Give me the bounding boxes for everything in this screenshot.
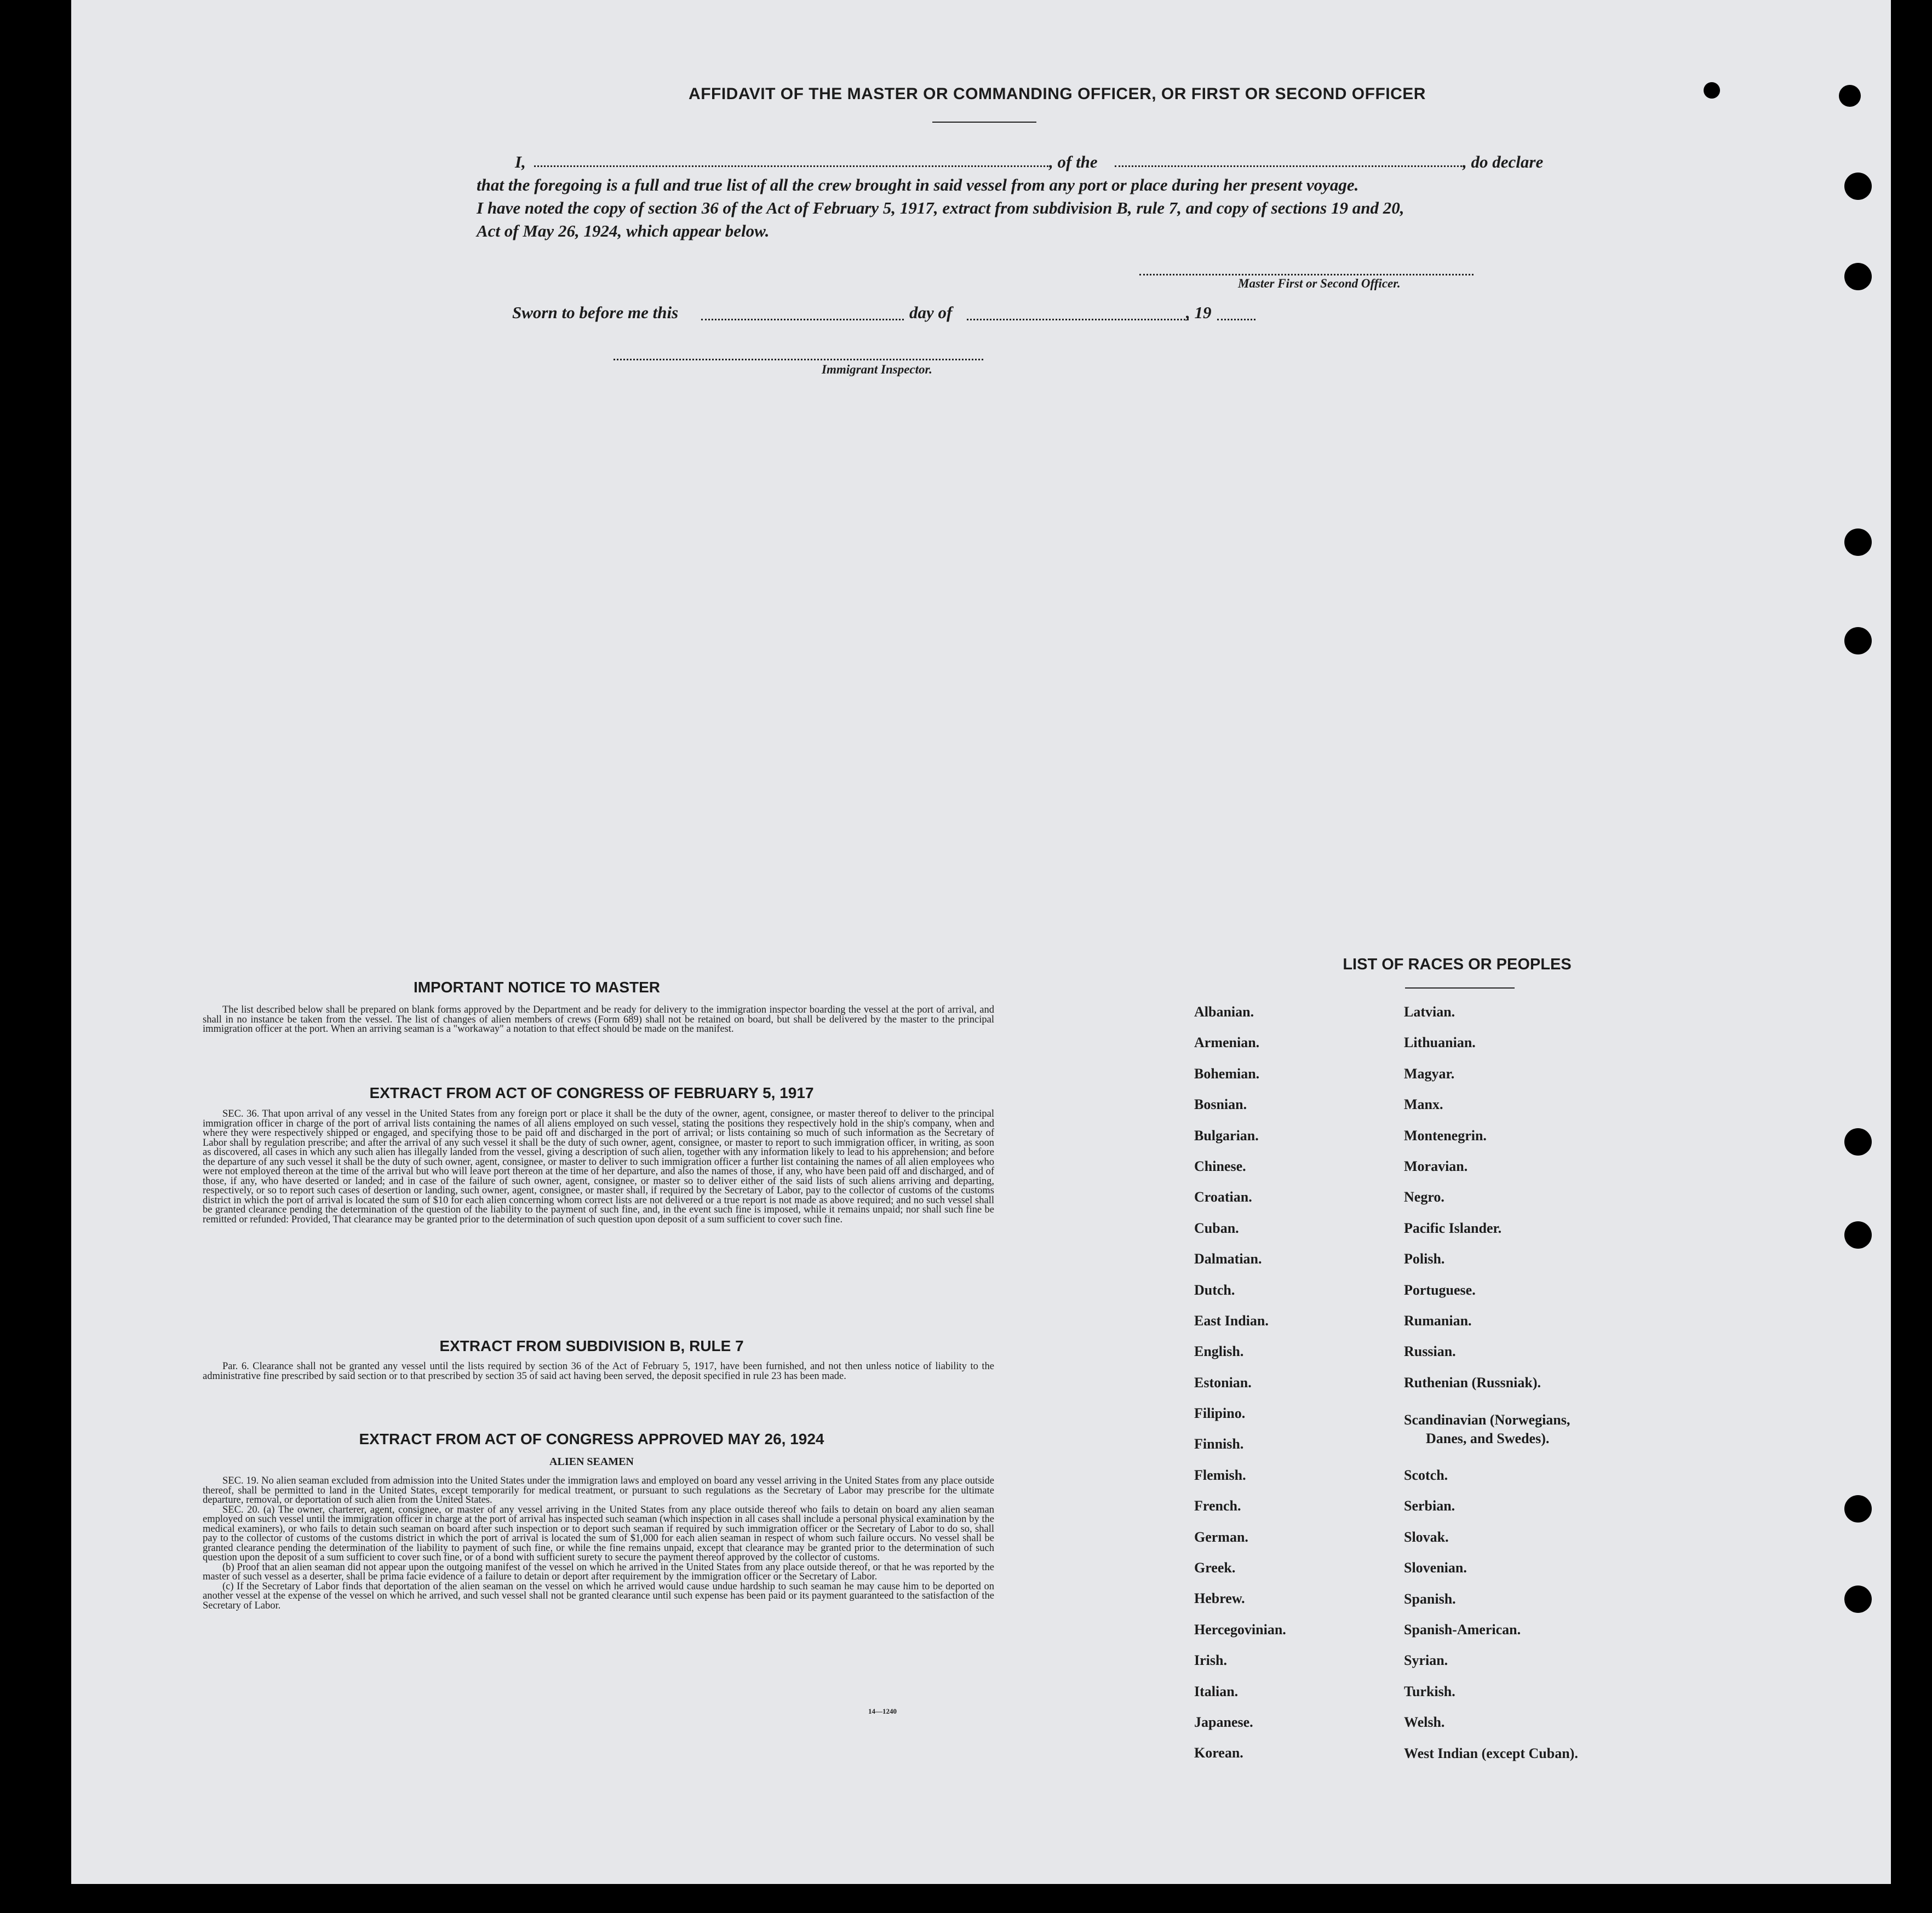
race-item: Magyar. <box>1404 1065 1455 1082</box>
race-item: Korean. <box>1194 1745 1243 1761</box>
section-19-paragraph: SEC. 19. No alien seaman excluded from admission into the United States under the immigration laws and employed on board any vessel arriving in the United States from any place outside thereof, shall be permitted to land in the United States, except temporarily for medical treatment, or pursuant to such regulations as the Secretary of Labor may prescribe for the ultimate departure, removal, or deportation of such alien from the United States. <box>203 1475 994 1506</box>
binder-hole <box>1844 1221 1872 1249</box>
subdivision-title: EXTRACT FROM SUBDIVISION B, RULE 7 <box>439 1337 744 1354</box>
race-item: German. <box>1194 1529 1248 1545</box>
races-divider <box>1405 987 1515 989</box>
binder-hole <box>1839 85 1861 107</box>
binder-hole <box>1704 82 1720 99</box>
race-item: Spanish. <box>1404 1590 1456 1607</box>
race-item: Greek. <box>1194 1560 1236 1576</box>
section-20c-paragraph: (c) If the Secretary of Labor finds that deportation of the alien seaman on the vessel on which he arrived would cause undue hardship to such seaman he may cause him to be deported on another vessel at the expense of the vessel on which he arrived, and such vessel shall not be granted clearance until such expense has been paid or its payment guaranteed to the satisfaction of the Secretary of Labor. <box>203 1581 994 1611</box>
notice-text <box>203 1006 994 1035</box>
race-item: Slovenian. <box>1404 1560 1467 1576</box>
vessel-name-field[interactable] <box>1115 165 1465 167</box>
race-item: Chinese. <box>1194 1158 1246 1174</box>
races-title: LIST OF RACES OR PEOPLES <box>1343 956 1572 973</box>
sworn-year-field[interactable] <box>1217 319 1255 320</box>
race-item: Bulgarian. <box>1194 1127 1259 1144</box>
race-item: East Indian. <box>1194 1312 1269 1329</box>
extract-1917-text <box>203 1110 994 1225</box>
race-item: Danes, and Swedes). <box>1426 1431 1550 1447</box>
affidavit-line1-i: I, <box>515 152 526 171</box>
race-item: Armenian. <box>1194 1035 1260 1051</box>
form-number: 14—1240 <box>868 1707 897 1715</box>
sworn-label: Sworn to before me this <box>512 303 679 322</box>
race-item: Moravian. <box>1404 1158 1468 1174</box>
affidavit-line1-declare: , do declare <box>1463 152 1544 171</box>
race-item: Spanish-American. <box>1404 1622 1521 1638</box>
sworn-day-field[interactable] <box>701 319 904 320</box>
race-item: English. <box>1194 1343 1244 1360</box>
race-item: Hercegovinian. <box>1194 1621 1286 1638</box>
race-item: Italian. <box>1194 1683 1239 1699</box>
race-item: Hebrew. <box>1194 1590 1245 1607</box>
par-6-paragraph: Par. 6. Clearance shall not be granted any vessel until the lists required by section 36 of the Act of February 5, 1917, have been furnished, and not then unless notice of liability to the administrative fine prescribed by said section or to that prescribed by section 35 of said act having been served, the deposit specified in rule 23 has been made. <box>203 1361 994 1382</box>
race-item: Bosnian. <box>1194 1096 1247 1113</box>
race-item: Dutch. <box>1194 1282 1235 1298</box>
master-signature-field[interactable] <box>1139 274 1474 275</box>
race-item: Dalmatian. <box>1194 1251 1262 1267</box>
race-item: Manx. <box>1404 1096 1443 1113</box>
binder-hole <box>1844 528 1872 556</box>
race-item: Russian. <box>1404 1343 1456 1360</box>
race-item: Polish. <box>1404 1251 1445 1267</box>
extract-1917-title: EXTRACT FROM ACT OF CONGRESS OF FEBRUARY 5, 1917 <box>369 1084 814 1101</box>
alien-seamen-subtitle: ALIEN SEAMEN <box>549 1456 634 1468</box>
race-item: West Indian (except Cuban). <box>1404 1745 1578 1761</box>
binder-hole <box>1844 263 1872 290</box>
race-item: Montenegrin. <box>1404 1127 1487 1144</box>
race-item: Scotch. <box>1404 1467 1448 1484</box>
notice-paragraph: The list described below shall be prepared on blank forms approved by the Department and be ready for delivery to the immigration inspector boarding the vessel at the port of arrival, and shall in no instance be taken from the vessel. The list of changes of alien members of crews (Form 689) shall not be retained on board, but shall be delivered by the master to the principal immigration officer at the port. When an arriving seaman is a "workaway" a notation to that effect should be made on the manifest. <box>203 1004 994 1035</box>
sworn-month-field[interactable] <box>967 319 1189 320</box>
race-item: Bohemian. <box>1194 1065 1260 1082</box>
race-item: Welsh. <box>1404 1714 1445 1731</box>
title-divider <box>932 122 1036 123</box>
race-item: Lithuanian. <box>1404 1035 1476 1051</box>
day-of-label: day of <box>909 303 953 322</box>
race-item: Japanese. <box>1194 1714 1253 1730</box>
affidavit-line3: I have noted the copy of section 36 of the Act of February 5, 1917, extract from subdivision B, rule 7, and copy of sections 19 and 20, <box>477 198 1404 217</box>
race-item: Slovak. <box>1404 1529 1449 1545</box>
race-item: Latvian. <box>1404 1004 1455 1020</box>
section-36-paragraph: SEC. 36. That upon arrival of any vessel in the United States from any foreign port or place it shall be the duty of the owner, agent, consignee, or master thereof to deliver to the principal immigration officer in charge of the port of arrival lists containing the names of all aliens employed on such vessel, stating the positions they respectively hold in the ship's company, when and where they were respectively shipped or engaged, and specifying those to be paid off and discharged in the port of arrival; or lists containing so much of such information as the Secretary of Labor shall by regulation prescribe; and after the arrival of any such vessel it shall be the duty of such owner, agent, consignee, or master to report to such immigration officer, in writing, as soon as discovered, all cases in which any such alien has illegally landed from the vessel, giving a description of such alien, together with any information likely to lead to his apprehension; and before the departure of any such vessel it shall be the duty of such owner, agent, consignee, or master to deliver to such immigration officer a further list containing the names of all alien employees who were not employed thereon at the time of the arrival but who will leave port thereon at the time of her departure, and also the names of those, if any, who have been paid off and discharged, and of those, if any, who have deserted or landed; and in case of the failure of such owner, agent, consignee, or master so to deliver either of the said lists of such aliens arriving and departing, respectively, or so to report such cases of desertion or landing, such owner, agent, consignee, or master shall, if required by the Secretary of Labor, pay to the collector of customs of the customs district in which the port of arrival is located the sum of $10 for each alien concerning whom correct lists are not delivered or a true report is not made as above required; and no such vessel shall be granted clearance pending the determination of the question of the liability to the payment of such fine, and, in the event such fine is imposed, while it remains unpaid; nor shall such fine be remitted or refunded: Provided, That clearance may be granted prior to the determination of such question upon deposit of a sum sufficient to cover such fine. <box>203 1108 994 1225</box>
affidavit-line4: Act of May 26, 1924, which appear below. <box>477 221 770 240</box>
race-item: Rumanian. <box>1404 1312 1472 1329</box>
binder-hole <box>1844 1585 1872 1613</box>
master-signature-label: Master First or Second Officer. <box>1238 277 1401 290</box>
extract-1924-text <box>203 1477 994 1611</box>
binder-hole <box>1844 627 1872 654</box>
race-item: Turkish. <box>1404 1683 1455 1699</box>
section-20a-paragraph: SEC. 20. (a) The owner, charterer, agent, consignee, or master of any vessel arriving in the United States from any place outside thereof who fails to detain on board any alien seaman employed on such vessel until the immigration officer in charge at the port of arrival has inspected such seaman (which inspection in all cases shall include a personal physical examination by the medical examiners), or who fails to detain such seaman on board after such inspection or to deport such seaman if required by such immigration officer or the Secretary of Labor to do so, shall pay to the collector of customs of the customs district in which the port of arrival is located the sum of $1,000 for each alien seaman in respect of whom such failure occurs. No vessel shall be granted clearance pending the determination of the liability to payment of such fine, or while the fine remains unpaid, except that clearance may be granted prior to the determination of such question upon the deposit of a sum sufficient to cover such fine, or of a bond with sufficient surety to secure the payment thereof approved by the collector of customs. <box>203 1504 994 1563</box>
race-item: Croatian. <box>1194 1189 1252 1205</box>
race-item: Negro. <box>1404 1189 1444 1205</box>
notice-title: IMPORTANT NOTICE TO MASTER <box>413 979 661 996</box>
race-item: Irish. <box>1194 1652 1227 1669</box>
year-prefix-label: , 19 <box>1186 303 1212 322</box>
race-item: Flemish. <box>1194 1467 1246 1483</box>
subdivision-text <box>203 1362 994 1381</box>
race-item: French. <box>1194 1498 1241 1514</box>
affidavit-line1-of: , of the <box>1049 152 1098 171</box>
inspector-label: Immigrant Inspector. <box>822 363 932 376</box>
race-item: Syrian. <box>1404 1652 1448 1669</box>
affidavit-title: AFFIDAVIT OF THE MASTER OR COMMANDING OFFICER, OR FIRST OR SECOND OFFICER <box>689 85 1426 103</box>
race-item: Cuban. <box>1194 1220 1239 1236</box>
race-item: Portuguese. <box>1404 1282 1476 1298</box>
race-item: Pacific Islander. <box>1404 1220 1502 1236</box>
section-20b-paragraph: (b) Proof that an alien seaman did not appear upon the outgoing manifest of the vessel on which he arrived in the United States from any place outside thereof, or that he was reported by the master of such vessel as a deserter, shall be prima facie evidence of a failure to detain or deport after requirement by the immigration officer or the Secretary of Labor. <box>203 1561 994 1582</box>
race-item: Ruthenian (Russniak). <box>1404 1374 1541 1391</box>
race-item: Finnish. <box>1194 1436 1244 1452</box>
races-left-column <box>1194 1004 1286 1776</box>
race-item: Scandinavian (Norwegians, <box>1404 1412 1570 1428</box>
inspector-signature-field[interactable] <box>614 359 983 360</box>
document-page <box>71 0 1891 1884</box>
binder-hole <box>1844 173 1872 200</box>
binder-hole <box>1844 1128 1872 1156</box>
races-right-column <box>1404 1004 1578 1776</box>
extract-1924-title: EXTRACT FROM ACT OF CONGRESS APPROVED MAY 26, 1924 <box>359 1431 824 1447</box>
race-item: Albanian. <box>1194 1004 1254 1020</box>
affidavit-line2: that the foregoing is a full and true list of all the crew brought in said vessel from any port or place during her present voyage. <box>477 175 1359 194</box>
master-name-field[interactable] <box>534 165 1052 167</box>
binder-hole <box>1844 1495 1872 1523</box>
race-item: Filipino. <box>1194 1405 1246 1422</box>
race-item: Estonian. <box>1194 1374 1252 1391</box>
race-item: Serbian. <box>1404 1498 1455 1514</box>
